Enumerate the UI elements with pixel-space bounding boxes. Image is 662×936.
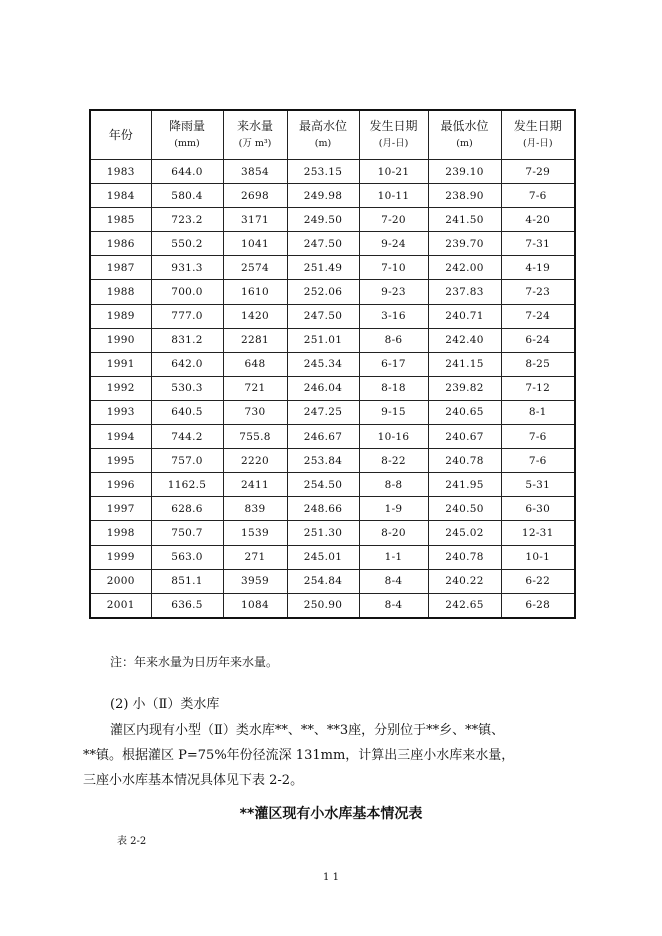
table-cell: 777.0: [151, 304, 223, 328]
column-header-label: 来水量: [236, 119, 273, 133]
table-cell: 580.4: [151, 184, 223, 208]
table-row: [90, 376, 575, 400]
table-body: [90, 160, 575, 618]
table-cell: 1983: [90, 160, 151, 184]
column-header: [90, 110, 151, 160]
table-cell: 240.50: [428, 497, 501, 521]
table-cell: 1986: [90, 232, 151, 256]
table-cell: 1993: [90, 400, 151, 424]
table-cell: 3-16: [359, 304, 428, 328]
table-cell: 271: [223, 545, 287, 569]
table-row: [90, 304, 575, 328]
table-cell: 9-23: [359, 280, 428, 304]
table-cell: 8-6: [359, 328, 428, 352]
table-cell: 700.0: [151, 280, 223, 304]
table-cell: 7-29: [501, 160, 575, 184]
table-cell: 241.15: [428, 352, 501, 376]
column-header: [501, 110, 575, 160]
table-row: [90, 256, 575, 280]
table-cell: 241.95: [428, 473, 501, 497]
paragraph-line-1: 灌区内现有小型（Ⅱ）类水库**、**、**3座，分别位于**乡、**镇、: [110, 723, 505, 738]
table-cell: 1-1: [359, 545, 428, 569]
table-cell: 1162.5: [151, 473, 223, 497]
table-cell: 8-18: [359, 376, 428, 400]
column-header-label: 发生日期: [513, 119, 562, 133]
table-cell: 247.25: [287, 400, 359, 424]
table-cell: 249.50: [287, 208, 359, 232]
table-cell: 245.34: [287, 352, 359, 376]
column-header-unit: (m): [314, 138, 332, 149]
table-cell: 241.50: [428, 208, 501, 232]
table-cell: 251.01: [287, 328, 359, 352]
table-cell: 1992: [90, 376, 151, 400]
table-cell: 240.22: [428, 569, 501, 593]
table-row: [90, 569, 575, 593]
table-cell: 1998: [90, 521, 151, 545]
table-cell: 628.6: [151, 497, 223, 521]
table-cell: 240.67: [428, 425, 501, 449]
table-cell: 249.98: [287, 184, 359, 208]
table-cell: 7-6: [501, 425, 575, 449]
table-cell: 251.30: [287, 521, 359, 545]
table-cell: 640.5: [151, 400, 223, 424]
table-cell: 839: [223, 497, 287, 521]
column-header-label: 发生日期: [369, 119, 418, 133]
table-cell: 246.04: [287, 376, 359, 400]
table-cell: 245.01: [287, 545, 359, 569]
table-cell: 3854: [223, 160, 287, 184]
table-cell: 3959: [223, 569, 287, 593]
table-row: [90, 328, 575, 352]
table-row: [90, 545, 575, 569]
table-cell: 10-1: [501, 545, 575, 569]
table-cell: 1610: [223, 280, 287, 304]
table-cell: 1994: [90, 425, 151, 449]
paragraph-line-3: 三座小水库基本情况具体见下表 2-2。: [83, 773, 304, 788]
column-header: [151, 110, 223, 160]
table-cell: 7-31: [501, 232, 575, 256]
table-cell: 246.67: [287, 425, 359, 449]
table-cell: 7-12: [501, 376, 575, 400]
table-row: [90, 521, 575, 545]
table-cell: 254.84: [287, 569, 359, 593]
table-cell: 8-1: [501, 400, 575, 424]
table-cell: 237.83: [428, 280, 501, 304]
table-cell: 248.66: [287, 497, 359, 521]
table-cell: 750.7: [151, 521, 223, 545]
table-cell: 1988: [90, 280, 151, 304]
table-cell: 2411: [223, 473, 287, 497]
table-cell: 757.0: [151, 449, 223, 473]
table-cell: 7-6: [501, 184, 575, 208]
table-cell: 240.65: [428, 400, 501, 424]
table-cell: 4-20: [501, 208, 575, 232]
table-cell: 239.82: [428, 376, 501, 400]
table-cell: 1999: [90, 545, 151, 569]
table-cell: 931.3: [151, 256, 223, 280]
table-cell: 1539: [223, 521, 287, 545]
table-cell: 238.90: [428, 184, 501, 208]
column-header-unit: (月-日): [522, 138, 553, 149]
column-header-label: 最低水位: [440, 119, 489, 133]
table-cell: 5-31: [501, 473, 575, 497]
page-number: 1 1: [323, 872, 339, 883]
column-header-label: 最高水位: [298, 119, 347, 133]
table-cell: 9-24: [359, 232, 428, 256]
table-row: [90, 400, 575, 424]
column-header-unit: (万 m³): [238, 138, 272, 149]
table-cell: 240.78: [428, 449, 501, 473]
table-cell: 240.78: [428, 545, 501, 569]
column-header: [223, 110, 287, 160]
table-cell: 851.1: [151, 569, 223, 593]
table-cell: 10-21: [359, 160, 428, 184]
column-header: [287, 110, 359, 160]
table-cell: 644.0: [151, 160, 223, 184]
table-cell: 723.2: [151, 208, 223, 232]
table-cell: 6-28: [501, 593, 575, 618]
table-cell: 6-17: [359, 352, 428, 376]
table-row: [90, 593, 575, 618]
table-cell: 239.10: [428, 160, 501, 184]
table-cell: 744.2: [151, 425, 223, 449]
table-cell: 254.50: [287, 473, 359, 497]
table-row: [90, 184, 575, 208]
table-cell: 530.3: [151, 376, 223, 400]
table-header: [90, 110, 575, 160]
table-cell: 245.02: [428, 521, 501, 545]
table-row: [90, 208, 575, 232]
table-cell: 1420: [223, 304, 287, 328]
table-cell: 240.71: [428, 304, 501, 328]
table-cell: 1996: [90, 473, 151, 497]
table-cell: 1987: [90, 256, 151, 280]
table-cell: 7-24: [501, 304, 575, 328]
reservoir-data-table: [89, 109, 576, 619]
table-cell: 721: [223, 376, 287, 400]
table-cell: 755.8: [223, 425, 287, 449]
table-cell: 8-20: [359, 521, 428, 545]
table-cell: 251.49: [287, 256, 359, 280]
table-cell: 8-25: [501, 352, 575, 376]
table-cell: 9-15: [359, 400, 428, 424]
table-row: [90, 280, 575, 304]
table-cell: 4-19: [501, 256, 575, 280]
table-cell: 3171: [223, 208, 287, 232]
column-header-unit: (m): [456, 138, 473, 149]
table-cell: 1985: [90, 208, 151, 232]
table-row: [90, 425, 575, 449]
column-header: [359, 110, 428, 160]
table-cell: 242.65: [428, 593, 501, 618]
table-cell: 1997: [90, 497, 151, 521]
table-cell: 242.40: [428, 328, 501, 352]
table-cell: 7-6: [501, 449, 575, 473]
table-cell: 8-22: [359, 449, 428, 473]
column-header-label: 降雨量: [168, 119, 205, 133]
table-cell: 7-23: [501, 280, 575, 304]
table-cell: 12-31: [501, 521, 575, 545]
table-cell: 239.70: [428, 232, 501, 256]
table-cell: 2698: [223, 184, 287, 208]
table-cell: 648: [223, 352, 287, 376]
table-cell: 642.0: [151, 352, 223, 376]
table-cell: 6-24: [501, 328, 575, 352]
table-row: [90, 449, 575, 473]
paragraph-line-2: **镇。根据灌区 P=75%年份径流深 131mm，计算出三座小水库来水量，: [83, 748, 515, 763]
table-cell: 247.50: [287, 232, 359, 256]
table-row: [90, 160, 575, 184]
table-note: 注：年来水量为日历年来水量。: [110, 655, 279, 669]
table-cell: 2001: [90, 593, 151, 618]
table-cell: 1990: [90, 328, 151, 352]
column-header-unit: (mm): [174, 138, 200, 149]
table-cell: 8-4: [359, 593, 428, 618]
table-row: [90, 352, 575, 376]
table-cell: 10-11: [359, 184, 428, 208]
table-cell: 7-20: [359, 208, 428, 232]
table-row: [90, 497, 575, 521]
table-cell: 636.5: [151, 593, 223, 618]
column-header: [428, 110, 501, 160]
table-cell: 242.00: [428, 256, 501, 280]
table-cell: 7-10: [359, 256, 428, 280]
table-cell: 730: [223, 400, 287, 424]
body-paragraph: [83, 718, 590, 793]
table-cell: 2000: [90, 569, 151, 593]
table-cell: 1989: [90, 304, 151, 328]
table-cell: 8-8: [359, 473, 428, 497]
table-cell: 1984: [90, 184, 151, 208]
table-cell: 247.50: [287, 304, 359, 328]
table-cell: 2220: [223, 449, 287, 473]
table-cell: 252.06: [287, 280, 359, 304]
table-cell: 2281: [223, 328, 287, 352]
table-cell: 6-22: [501, 569, 575, 593]
table-cell: 1084: [223, 593, 287, 618]
table-cell: 253.15: [287, 160, 359, 184]
table-cell: 831.2: [151, 328, 223, 352]
table-cell: 1995: [90, 449, 151, 473]
table-cell: 6-30: [501, 497, 575, 521]
table-cell: 1-9: [359, 497, 428, 521]
table-cell: 563.0: [151, 545, 223, 569]
table-cell: 1041: [223, 232, 287, 256]
table-cell: 2574: [223, 256, 287, 280]
table-cell: 8-4: [359, 569, 428, 593]
table-row: [90, 232, 575, 256]
table-cell: 250.90: [287, 593, 359, 618]
next-table-title: **灌区现有小水库基本情况表: [239, 806, 423, 822]
table-cell: 1991: [90, 352, 151, 376]
next-table-label: 表 2-2: [117, 836, 147, 847]
column-header-unit: (月-日): [378, 138, 409, 149]
section-heading: (2) 小（Ⅱ）类水库: [110, 697, 220, 712]
table-row: [90, 473, 575, 497]
column-header-label: 年份: [108, 127, 133, 142]
table-cell: 550.2: [151, 232, 223, 256]
table-cell: 10-16: [359, 425, 428, 449]
table-cell: 253.84: [287, 449, 359, 473]
